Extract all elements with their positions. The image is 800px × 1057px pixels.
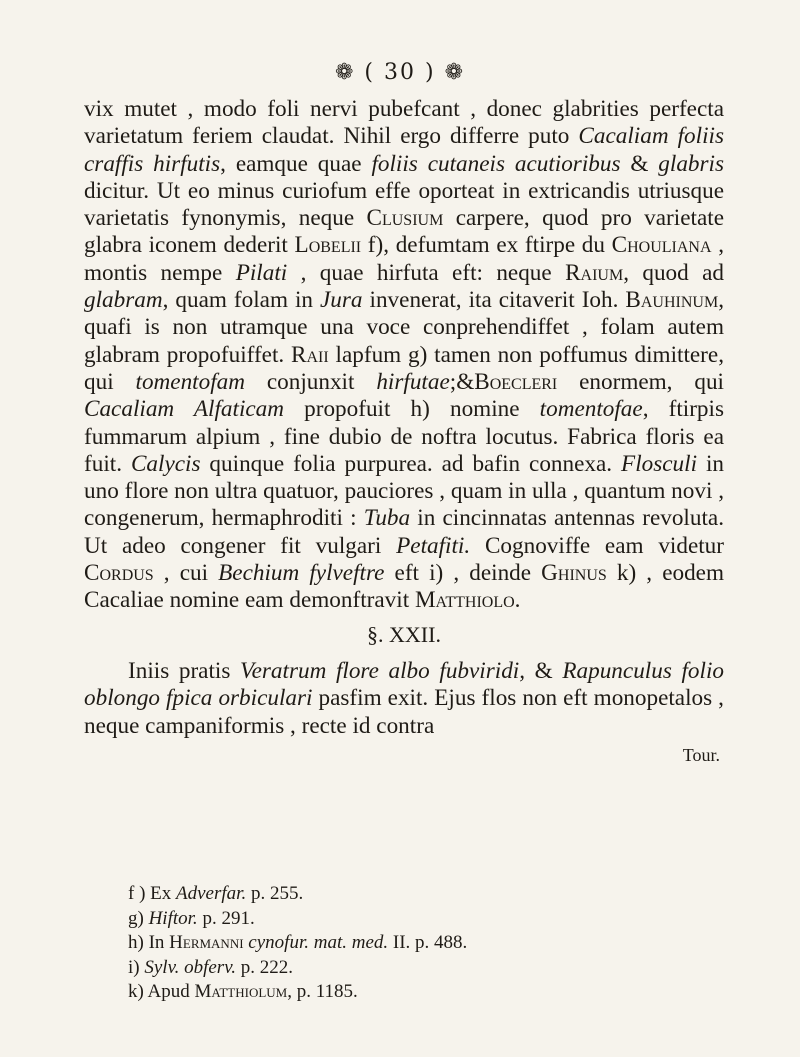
text-run: , quam folam in <box>162 287 321 314</box>
footnote <box>128 907 688 932</box>
text-run: in uno flore non ultra quatuor, pauciores , quam in ulla , quantum novi , congenerum, hermaphroditi : <box>84 450 725 532</box>
text-run: f ) Ex <box>128 883 177 904</box>
text-run: , quod ad <box>623 259 724 286</box>
text-run: i) <box>128 956 145 978</box>
small-caps-text: Clusium <box>366 205 444 232</box>
text-run: lapfum g) tamen non poffumus dimittere, qui <box>84 341 724 395</box>
text-run: pasfim exit. Ejus flos non eft monopetalos , neque campaniformis , recte id contra <box>84 685 724 739</box>
italic-text: Jura <box>320 287 363 314</box>
text-run: , quae hirfuta eft: neque <box>287 259 566 286</box>
text-run: , eamque quae <box>220 150 372 177</box>
italic-text: glabris <box>658 150 724 177</box>
text-run: invenerat, ita citaverit Ioh. <box>362 287 626 314</box>
text-run: carpere, quod pro varietate glabra iconem dederit <box>84 205 724 259</box>
text-run: Iniis pratis <box>128 657 241 684</box>
text-run: conjunxit <box>244 368 377 395</box>
italic-text: Pilati <box>235 259 288 286</box>
paragraph-1 <box>84 96 724 615</box>
small-caps-text: Bauhinum <box>625 287 719 314</box>
text-run: ;& <box>449 368 475 395</box>
italic-text: Cacaliam foliis craffis hirfutis <box>84 123 724 177</box>
italic-text: cynofur. mat. med. <box>248 932 389 953</box>
section-title: §. XXII. <box>367 621 441 647</box>
small-caps-text: Ghinus <box>541 560 607 587</box>
footnote <box>128 882 688 907</box>
footnote <box>128 956 688 981</box>
small-caps-text: Boecleri <box>474 368 558 395</box>
italic-text: Calycis <box>130 450 201 477</box>
text-run: p. 291. <box>197 907 255 929</box>
small-caps-text: Lobelii <box>294 232 362 259</box>
small-caps-text: Hermanni <box>169 932 244 953</box>
italic-text: foliis cutaneis acutioribus <box>371 150 621 177</box>
footnotes <box>128 882 688 1005</box>
text-run: eft i) , deinde <box>384 560 542 587</box>
italic-text: Adverfar. <box>176 883 247 904</box>
small-caps-text: Chouliana <box>611 232 712 259</box>
text-run: , cui <box>153 560 219 587</box>
italic-text: hirfutae <box>376 368 450 395</box>
text-run: f), defumtam ex ftirpe du <box>361 232 612 259</box>
italic-text: Veratrum flore albo fubviridi, <box>240 657 526 684</box>
text-run: h) In <box>128 932 170 953</box>
italic-text: Sylv. obferv. <box>144 956 236 978</box>
small-caps-text: Raii <box>291 341 329 368</box>
text-run: Cognoviffe eam videtur <box>470 532 724 559</box>
footnote <box>128 931 688 956</box>
text-run: propofuit h) nomine <box>284 396 540 423</box>
text-run: in cincinnatas antennas revoluta. Ut adeo congener fit vulgari <box>84 505 724 559</box>
paragraph-2 <box>84 658 724 740</box>
italic-text: Petafiti. <box>396 532 471 559</box>
small-caps-text: Cordus <box>84 560 154 587</box>
italic-text: tomentofae <box>539 396 643 423</box>
text-run: , p. 1185. <box>287 981 358 1002</box>
text-run: k) Apud <box>128 981 195 1002</box>
italic-text: Tuba <box>363 505 411 532</box>
text-run: , montis nempe <box>84 232 725 286</box>
small-caps-text: Matthiolo. <box>414 587 521 614</box>
text-run: p. 222. <box>235 956 293 978</box>
text-run: g) <box>128 907 149 929</box>
italic-text: Rapunculus folio oblongo fpica orbiculari <box>84 657 724 712</box>
footnote <box>128 980 688 1005</box>
text-run: k) , eodem Cacaliae nomine eam demonftravit <box>84 560 725 614</box>
italic-text: glabram <box>84 287 163 314</box>
small-caps-text: Matthiolum <box>194 981 288 1002</box>
italic-text: Cacaliam Alfaticam <box>84 396 285 423</box>
main-text <box>84 96 724 769</box>
italic-text: Flosculi <box>621 450 698 477</box>
text-run: vix mutet , modo foli nervi pubefcant , donec glabrities perfecta varietatum feriem claudat. Nihil ergo differre puto <box>84 96 724 150</box>
text-run: & <box>620 150 659 177</box>
small-caps-text: Raium <box>565 259 624 286</box>
text-run: p. 255. <box>246 883 304 904</box>
text-run: & <box>525 657 563 684</box>
italic-text: Hiftor. <box>148 907 198 929</box>
text-run: dicitur. Ut eo minus curiofum effe oporteat in extricandis utriusque varietatis fynonymis, neque <box>84 177 724 232</box>
catchword: Tour. <box>682 744 720 765</box>
italic-text: tomentofam <box>135 368 245 395</box>
text-run: quinque folia purpurea. ad bafin connexa. <box>200 450 622 477</box>
text-run: II. p. 488. <box>388 932 468 953</box>
page-number-header: ❁ ( 30 ) ❁ <box>335 60 465 85</box>
italic-text: Bechium fylveftre <box>218 560 385 587</box>
text-run: , quafi is non utramque una voce conprehendiffet , folam autem glabram propofuiffet. <box>84 287 724 368</box>
text-run: enormem, qui <box>557 368 724 395</box>
text-run: , ftirpis fummarum alpium , fine dubio de noftra locutus. Fabrica floris ea fuit. <box>84 396 724 477</box>
